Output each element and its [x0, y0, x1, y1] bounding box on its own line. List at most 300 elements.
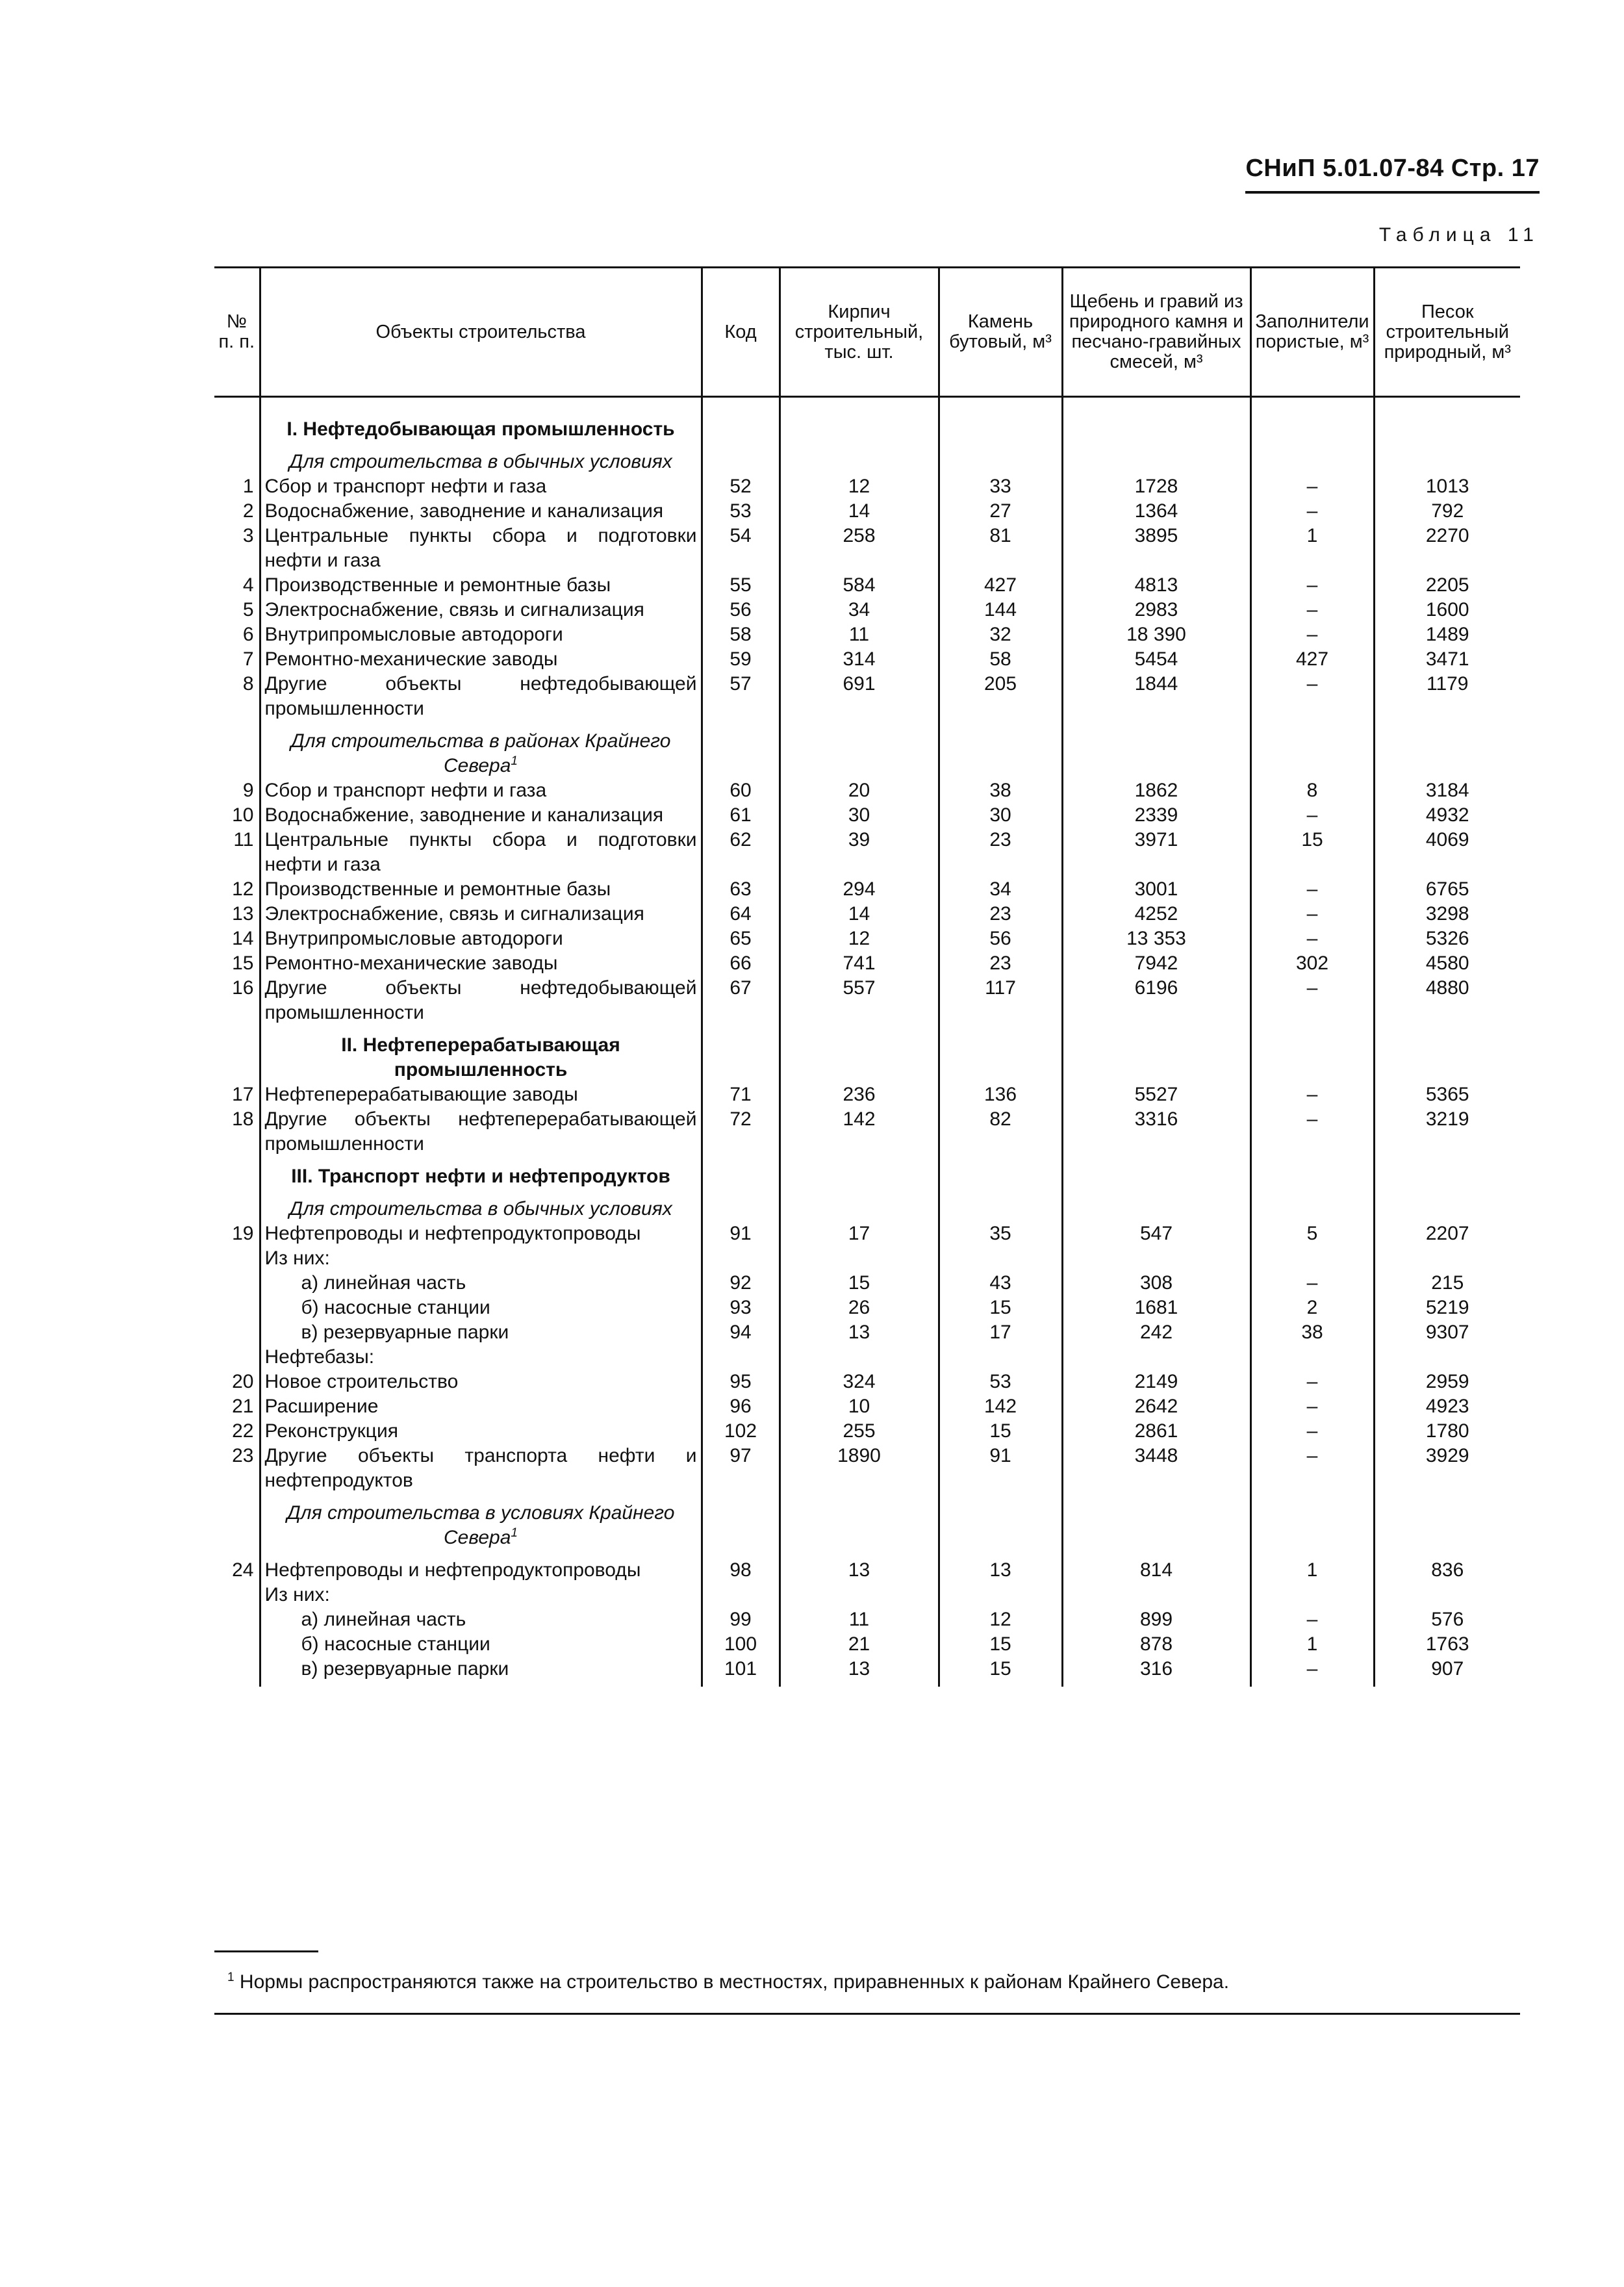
row-object: [260, 1296, 702, 1320]
row-filler: –: [1250, 1657, 1374, 1687]
row-gravel: 3895: [1062, 524, 1250, 573]
row-sand: 3219: [1374, 1107, 1520, 1156]
table-row: [214, 598, 1520, 622]
footnote-ref: 1: [511, 754, 518, 768]
row-object: Производственные и ремонтные базы: [260, 877, 702, 902]
row-stone: 23: [939, 951, 1062, 976]
row-brick: 30: [780, 803, 939, 828]
col-header-filler: Заполнители пористые, м³: [1250, 268, 1374, 397]
table-row: [214, 1296, 1520, 1320]
row-sand: 576: [1374, 1607, 1520, 1632]
row-stone: 30: [939, 803, 1062, 828]
row-sand: 1179: [1374, 672, 1520, 721]
table-row: [214, 976, 1520, 1025]
row-object: Водоснабжение, заводнение и канализация: [260, 803, 702, 828]
col-header-sand: Песок строительный природный, м³: [1374, 268, 1520, 397]
row-number: 21: [232, 1396, 254, 1417]
row-brick: 11: [780, 1607, 939, 1632]
row-filler: 1: [1250, 524, 1374, 573]
table-row: [214, 1550, 1520, 1583]
row-sand: 9307: [1374, 1320, 1520, 1345]
row-sand: 3471: [1374, 647, 1520, 672]
row-stone: 23: [939, 828, 1062, 877]
row-stone: 33: [939, 474, 1062, 499]
row-number: 17: [232, 1084, 254, 1105]
row-code: 100: [702, 1632, 780, 1657]
row-number: 4: [242, 574, 254, 596]
row-code: 64: [702, 902, 780, 926]
row-gravel: 1681: [1062, 1296, 1250, 1320]
row-brick: 11: [780, 622, 939, 647]
row-number: 16: [232, 977, 254, 999]
row-brick: 258: [780, 524, 939, 573]
row-gravel: 2149: [1062, 1370, 1250, 1394]
row-gravel: 5527: [1062, 1082, 1250, 1107]
row-stone: 81: [939, 524, 1062, 573]
table-row: [214, 573, 1520, 598]
row-brick: 255: [780, 1419, 939, 1444]
section-title: III. Транспорт нефти и нефтепродуктов: [260, 1156, 702, 1189]
col-header-num: № п. п.: [214, 268, 260, 397]
row-code: 99: [702, 1607, 780, 1632]
row-brick: 236: [780, 1082, 939, 1107]
row-sand: 5365: [1374, 1082, 1520, 1107]
row-filler: –: [1250, 474, 1374, 499]
row-code: 94: [702, 1320, 780, 1345]
row-object: Другие объекты нефтедобывающей промышленности: [260, 976, 702, 1025]
table-row: [214, 1370, 1520, 1394]
row-number: 8: [242, 673, 254, 695]
footnote-divider: [214, 1950, 318, 1952]
row-gravel: 7942: [1062, 951, 1250, 976]
col-header-brick: Кирпич строительный, тыс. шт.: [780, 268, 939, 397]
row-gravel: 4252: [1062, 902, 1250, 926]
row-object: Центральные пункты сбора и подготовки нефти и газа: [260, 524, 702, 573]
row-brick: 691: [780, 672, 939, 721]
row-filler: 15: [1250, 828, 1374, 877]
row-code: 97: [702, 1444, 780, 1493]
row-stone: 27: [939, 499, 1062, 524]
row-stone: 12: [939, 1607, 1062, 1632]
row-object: Нефтепроводы и нефтепродуктопроводы: [260, 1221, 702, 1246]
row-number: 23: [232, 1445, 254, 1466]
row-stone: 38: [939, 778, 1062, 803]
table-row: [214, 877, 1520, 902]
row-filler: –: [1250, 1607, 1374, 1632]
table-row: [214, 951, 1520, 976]
row-number: 6: [242, 624, 254, 645]
row-brick: 13: [780, 1550, 939, 1583]
row-sand: 1489: [1374, 622, 1520, 647]
subsection-heading-row: [214, 1493, 1520, 1550]
row-gravel: 18 390: [1062, 622, 1250, 647]
row-gravel: 1862: [1062, 778, 1250, 803]
section-title: I. Нефтедобывающая промышленность: [260, 397, 702, 442]
row-filler: –: [1250, 877, 1374, 902]
row-object-text: б) насосные станции: [301, 1633, 490, 1655]
row-filler: 38: [1250, 1320, 1374, 1345]
row-object: Нефтебазы:: [260, 1345, 702, 1370]
row-object-text: б) насосные станции: [301, 1297, 490, 1318]
row-code: 54: [702, 524, 780, 573]
row-brick: 14: [780, 499, 939, 524]
col-header-object: Объекты строительства: [260, 268, 702, 397]
row-sand: 4932: [1374, 803, 1520, 828]
section-heading-row: [214, 397, 1520, 442]
row-filler: –: [1250, 1444, 1374, 1493]
row-gravel: 308: [1062, 1271, 1250, 1296]
row-number: 5: [242, 599, 254, 620]
table-row: [214, 524, 1520, 573]
row-brick: 557: [780, 976, 939, 1025]
subsection-heading-row: [214, 442, 1520, 474]
row-object: Электроснабжение, связь и сигнализация: [260, 598, 702, 622]
row-number: 1: [242, 476, 254, 497]
subsection-title: [260, 721, 702, 778]
row-stone: 17: [939, 1320, 1062, 1345]
row-sand: 4069: [1374, 828, 1520, 877]
row-stone: 205: [939, 672, 1062, 721]
row-stone: 15: [939, 1632, 1062, 1657]
row-code: 57: [702, 672, 780, 721]
row-filler: –: [1250, 926, 1374, 951]
table-row: [214, 672, 1520, 721]
table-row: [214, 647, 1520, 672]
row-sand: 1763: [1374, 1632, 1520, 1657]
row-stone: 23: [939, 902, 1062, 926]
row-sand: 1600: [1374, 598, 1520, 622]
row-stone: 427: [939, 573, 1062, 598]
row-code: 98: [702, 1550, 780, 1583]
row-brick: 26: [780, 1296, 939, 1320]
col-header-gravel: Щебень и гравий из природного камня и песчано-гравийных смесей, м³: [1062, 268, 1250, 397]
row-filler: –: [1250, 573, 1374, 598]
row-filler: –: [1250, 672, 1374, 721]
row-gravel: 878: [1062, 1632, 1250, 1657]
row-gravel: 3001: [1062, 877, 1250, 902]
table-row: [214, 499, 1520, 524]
table-row: [214, 474, 1520, 499]
subsection-title: Для строительства в обычных условиях: [260, 1189, 702, 1221]
table-row: [214, 1082, 1520, 1107]
row-sand: 1780: [1374, 1419, 1520, 1444]
row-number: 18: [232, 1108, 254, 1130]
table-container: [214, 266, 1520, 1930]
row-sand: 792: [1374, 499, 1520, 524]
row-sand: 4923: [1374, 1394, 1520, 1419]
row-sand: 2207: [1374, 1221, 1520, 1246]
row-brick: 741: [780, 951, 939, 976]
table-row: [214, 1271, 1520, 1296]
row-code: 56: [702, 598, 780, 622]
bottom-divider: [214, 2013, 1520, 2015]
row-gravel: 1728: [1062, 474, 1250, 499]
row-code: 52: [702, 474, 780, 499]
table-row: [214, 778, 1520, 803]
row-brick: 34: [780, 598, 939, 622]
row-code: 60: [702, 778, 780, 803]
page-header: [1245, 155, 1540, 183]
row-code: 58: [702, 622, 780, 647]
row-object: Реконструкция: [260, 1419, 702, 1444]
row-filler: –: [1250, 598, 1374, 622]
row-gravel: 899: [1062, 1607, 1250, 1632]
row-gravel: 5454: [1062, 647, 1250, 672]
subsection-heading-row: [214, 721, 1520, 778]
row-stone: 82: [939, 1107, 1062, 1156]
row-number: 24: [232, 1559, 254, 1581]
row-sand: 907: [1374, 1657, 1520, 1687]
subsection-title: Для строительства в обычных условиях: [260, 442, 702, 474]
row-gravel: 242: [1062, 1320, 1250, 1345]
row-filler: 8: [1250, 778, 1374, 803]
row-object: Другие объекты нефтедобывающей промышленности: [260, 672, 702, 721]
row-number: 20: [232, 1371, 254, 1392]
col-header-stone: Камень бутовый, м³: [939, 268, 1062, 397]
row-gravel: 2983: [1062, 598, 1250, 622]
table-row: [214, 1246, 1520, 1271]
row-number: 14: [232, 928, 254, 949]
subsection-title-text: Для строительства в районах Крайнего Севера: [290, 730, 671, 776]
row-object: Другие объекты нефтеперерабатывающей промышленности: [260, 1107, 702, 1156]
row-brick: 584: [780, 573, 939, 598]
row-code: 93: [702, 1296, 780, 1320]
row-object: [260, 1320, 702, 1345]
row-sand: 4880: [1374, 976, 1520, 1025]
row-gravel: 3448: [1062, 1444, 1250, 1493]
row-stone: 43: [939, 1271, 1062, 1296]
row-object: Из них:: [260, 1583, 702, 1607]
table-row: [214, 622, 1520, 647]
row-brick: 39: [780, 828, 939, 877]
row-gravel: 1844: [1062, 672, 1250, 721]
subsection-heading-row: [214, 1189, 1520, 1221]
row-filler: 302: [1250, 951, 1374, 976]
table-row: [214, 1107, 1520, 1156]
footnote: [227, 1971, 1229, 1993]
page-header-title: СНиП 5.01.07-84 Стр. 17: [1245, 155, 1540, 182]
row-number: 12: [232, 878, 254, 900]
row-brick: 12: [780, 474, 939, 499]
row-code: 71: [702, 1082, 780, 1107]
row-gravel: 2339: [1062, 803, 1250, 828]
row-brick: 13: [780, 1657, 939, 1687]
row-stone: 91: [939, 1444, 1062, 1493]
row-code: 67: [702, 976, 780, 1025]
row-object: Центральные пункты сбора и подготовки нефти и газа: [260, 828, 702, 877]
row-gravel: 4813: [1062, 573, 1250, 598]
row-object: Нефтепроводы и нефтепродуктопроводы: [260, 1550, 702, 1583]
row-gravel: 2861: [1062, 1419, 1250, 1444]
row-object: Сбор и транспорт нефти и газа: [260, 474, 702, 499]
row-filler: –: [1250, 1271, 1374, 1296]
row-object-text: а) линейная часть: [301, 1272, 466, 1294]
row-brick: 294: [780, 877, 939, 902]
footnote-ref: 1: [511, 1526, 518, 1540]
row-code: 92: [702, 1271, 780, 1296]
footnote-mark: 1: [227, 1971, 235, 1984]
row-number: 9: [242, 780, 254, 801]
row-brick: 314: [780, 647, 939, 672]
table-row: [214, 1583, 1520, 1607]
row-filler: –: [1250, 1370, 1374, 1394]
row-stone: 53: [939, 1370, 1062, 1394]
row-stone: 144: [939, 598, 1062, 622]
row-code: 65: [702, 926, 780, 951]
row-object: [260, 1607, 702, 1632]
table-label: Таблица 11: [1378, 224, 1540, 246]
table-row: [214, 926, 1520, 951]
row-stone: 13: [939, 1550, 1062, 1583]
row-brick: 1890: [780, 1444, 939, 1493]
row-object: Внутрипромысловые автодороги: [260, 926, 702, 951]
row-object-text: а) линейная часть: [301, 1609, 466, 1630]
row-number: 3: [242, 525, 254, 546]
row-filler: –: [1250, 1394, 1374, 1419]
row-filler: –: [1250, 803, 1374, 828]
row-sand: 2270: [1374, 524, 1520, 573]
row-stone: 15: [939, 1419, 1062, 1444]
row-stone: 34: [939, 877, 1062, 902]
table-row: [214, 1607, 1520, 1632]
row-brick: 17: [780, 1221, 939, 1246]
row-sand: 2959: [1374, 1370, 1520, 1394]
row-sand: 3929: [1374, 1444, 1520, 1493]
row-code: 91: [702, 1221, 780, 1246]
row-brick: 20: [780, 778, 939, 803]
table-row: [214, 828, 1520, 877]
row-gravel: 13 353: [1062, 926, 1250, 951]
row-brick: 21: [780, 1632, 939, 1657]
footnote-text: Нормы распространяются также на строительство в местностях, приравненных к районам Крайнего Севера.: [239, 1971, 1230, 1993]
row-filler: –: [1250, 902, 1374, 926]
row-object: Ремонтно-механические заводы: [260, 951, 702, 976]
row-brick: 324: [780, 1370, 939, 1394]
subsection-title-text: Для строительства в условиях Крайнего Севера: [286, 1502, 675, 1548]
row-code: 53: [702, 499, 780, 524]
row-number: 10: [232, 804, 254, 826]
row-object: Расширение: [260, 1394, 702, 1419]
row-stone: 15: [939, 1657, 1062, 1687]
row-code: 72: [702, 1107, 780, 1156]
row-filler: –: [1250, 976, 1374, 1025]
row-code: 55: [702, 573, 780, 598]
row-gravel: 814: [1062, 1550, 1250, 1583]
row-object-text: в) резервуарные парки: [301, 1322, 509, 1343]
row-brick: 14: [780, 902, 939, 926]
row-object: Новое строительство: [260, 1370, 702, 1394]
section-title: II. Нефтеперерабатывающая промышленность: [260, 1025, 702, 1082]
materials-table: [214, 266, 1520, 1687]
row-stone: 15: [939, 1296, 1062, 1320]
row-sand: 3298: [1374, 902, 1520, 926]
row-brick: 10: [780, 1394, 939, 1419]
row-object: Сбор и транспорт нефти и газа: [260, 778, 702, 803]
table-row: [214, 1419, 1520, 1444]
table-row: [214, 1444, 1520, 1493]
table-row: [214, 1394, 1520, 1419]
row-gravel: 316: [1062, 1657, 1250, 1687]
row-code: 61: [702, 803, 780, 828]
row-code: 101: [702, 1657, 780, 1687]
row-filler: 427: [1250, 647, 1374, 672]
row-sand: 2205: [1374, 573, 1520, 598]
table-row: [214, 803, 1520, 828]
row-brick: 12: [780, 926, 939, 951]
row-gravel: 547: [1062, 1221, 1250, 1246]
row-code: 63: [702, 877, 780, 902]
row-filler: 1: [1250, 1632, 1374, 1657]
row-brick: 13: [780, 1320, 939, 1345]
row-brick: 142: [780, 1107, 939, 1156]
row-brick: 15: [780, 1271, 939, 1296]
row-code: 95: [702, 1370, 780, 1394]
row-object: [260, 1271, 702, 1296]
row-object-text: в) резервуарные парки: [301, 1658, 509, 1680]
row-sand: 215: [1374, 1271, 1520, 1296]
row-object: Другие объекты транспорта нефти и нефтепродуктов: [260, 1444, 702, 1493]
row-code: 62: [702, 828, 780, 877]
row-stone: 136: [939, 1082, 1062, 1107]
row-number: 19: [232, 1223, 254, 1244]
row-object: Водоснабжение, заводнение и канализация: [260, 499, 702, 524]
row-object: [260, 1657, 702, 1687]
row-sand: 6765: [1374, 877, 1520, 902]
row-gravel: 2642: [1062, 1394, 1250, 1419]
row-gravel: 3316: [1062, 1107, 1250, 1156]
table-row: [214, 902, 1520, 926]
row-filler: –: [1250, 499, 1374, 524]
row-code: 102: [702, 1419, 780, 1444]
row-number: 7: [242, 648, 254, 670]
row-sand: 4580: [1374, 951, 1520, 976]
section-heading-row: [214, 1156, 1520, 1189]
row-stone: 58: [939, 647, 1062, 672]
row-code: 66: [702, 951, 780, 976]
row-filler: 1: [1250, 1550, 1374, 1583]
row-number: 2: [242, 500, 254, 522]
row-filler: –: [1250, 1419, 1374, 1444]
row-number: 22: [232, 1420, 254, 1442]
header-underline: [1245, 191, 1540, 194]
row-number: 11: [233, 829, 254, 850]
row-object: Ремонтно-механические заводы: [260, 647, 702, 672]
table-row: [214, 1657, 1520, 1687]
table-row: [214, 1221, 1520, 1246]
row-object: Производственные и ремонтные базы: [260, 573, 702, 598]
table-row: [214, 1345, 1520, 1370]
table-row: [214, 1320, 1520, 1345]
row-object: Нефтеперерабатывающие заводы: [260, 1082, 702, 1107]
row-filler: –: [1250, 1082, 1374, 1107]
row-number: 15: [232, 952, 254, 974]
subsection-title: [260, 1493, 702, 1550]
row-object: Внутрипромысловые автодороги: [260, 622, 702, 647]
row-sand: 5326: [1374, 926, 1520, 951]
row-filler: –: [1250, 1107, 1374, 1156]
row-filler: –: [1250, 622, 1374, 647]
row-gravel: 3971: [1062, 828, 1250, 877]
row-number: 13: [232, 903, 254, 925]
row-code: 96: [702, 1394, 780, 1419]
row-filler: 5: [1250, 1221, 1374, 1246]
row-gravel: 6196: [1062, 976, 1250, 1025]
row-stone: 117: [939, 976, 1062, 1025]
row-gravel: 1364: [1062, 499, 1250, 524]
table-header-row: [214, 268, 1520, 397]
row-stone: 142: [939, 1394, 1062, 1419]
row-object: Из них:: [260, 1246, 702, 1271]
